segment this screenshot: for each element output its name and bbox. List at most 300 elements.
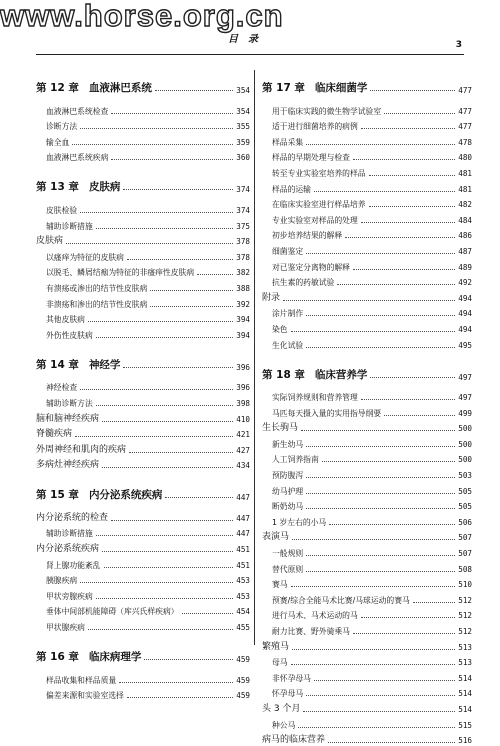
header-rule [36,54,464,55]
toc-chapter-heading[interactable] [262,69,472,95]
toc-entry[interactable] [36,602,250,618]
entry-page: 374 [236,205,250,215]
toc-entry[interactable] [36,310,250,326]
entry-title: 辅助诊断措施 [46,529,93,539]
toc-entry[interactable] [262,684,472,700]
entry-title: 专业实验室对样品的处理 [272,215,358,225]
toc-entry[interactable] [262,241,472,257]
dot-leader [80,128,233,129]
toc-entry[interactable] [262,148,472,164]
entry-title: 附录 [262,292,281,303]
watermark: www.horse.org.cn [0,0,284,33]
entry-title: 辅助诊断措施 [46,221,93,231]
entry-page: 487 [458,246,472,256]
entry-page: 477 [458,122,472,132]
entry-page: 499 [458,408,472,418]
entry-page: 514 [458,704,472,714]
entry-title: 一般规则 [272,549,304,559]
entry-page: 500 [458,455,472,465]
entry-page: 354 [236,106,250,116]
entry-page: 494 [458,324,472,334]
dot-leader [353,159,455,160]
dot-leader [127,259,233,260]
toc-entry[interactable] [262,226,472,242]
toc-chapter-heading[interactable] [36,476,250,502]
entry-title: 辅助诊断方法 [46,398,93,408]
dot-leader [329,524,455,525]
chapter-title: 内分泌系统疾病 [88,489,163,502]
toc-entry[interactable] [36,132,250,148]
chapter-page: 374 [236,185,250,195]
dot-leader [292,649,455,650]
dot-leader [150,290,233,291]
dot-leader [306,347,455,348]
entry-title: 表演马 [262,532,290,543]
dot-leader [369,206,456,207]
toc-entry[interactable] [36,117,250,133]
dot-leader [370,90,455,91]
entry-title: 初步培养结果的解释 [272,231,343,241]
entry-title: 在临床实验室进行样品培养 [272,200,366,210]
dot-leader [123,189,233,190]
dot-leader [306,508,455,509]
entry-page: 396 [236,383,250,393]
entry-title: 预赛/综合全能马术比赛/马球运动的赛马 [272,595,410,605]
dot-leader [102,421,233,422]
toc-entry[interactable] [36,278,250,294]
toc-entry[interactable] [262,653,472,669]
entry-title: 幼马护理 [272,486,304,496]
toc-entry[interactable] [262,668,472,684]
toc-entry[interactable] [36,101,250,117]
entry-page: 495 [458,340,472,350]
entry-title: 以瘙痒为特征的皮肤病 [46,252,124,262]
entry-page: 410 [236,414,250,424]
dot-leader [123,367,233,368]
entry-page: 512 [458,627,472,636]
entry-page: 478 [458,137,472,147]
dot-leader [314,680,455,681]
entry-page: 514 [458,673,472,683]
entry-title: 外伤性皮肤病 [46,330,93,340]
dot-leader [361,222,456,223]
toc-entry[interactable] [262,101,472,117]
entry-page: 484 [458,215,472,225]
dot-leader [361,617,456,618]
entry-page: 434 [236,461,250,471]
dot-leader [72,144,233,145]
dot-leader [96,228,234,229]
chapter-number: 第 12 章 [36,82,79,94]
toc-entry[interactable] [262,163,472,179]
entry-title: 抗生素的药敏试验 [272,278,335,288]
entry-page: 447 [236,513,250,523]
dot-leader [306,315,455,316]
entry-title: 生化试验 [272,340,304,350]
chapter-page: 354 [236,86,250,95]
entry-page: 481 [458,168,472,178]
toc-entry[interactable] [36,617,250,633]
chapter-number: 第 15 章 [36,489,79,502]
entry-page: 359 [236,137,250,147]
toc-chapter-heading[interactable] [36,69,250,95]
entry-title: 怀孕母马 [272,689,304,699]
toc-entry[interactable] [36,232,250,248]
entry-page: 382 [236,268,250,278]
entry-title: 输全血 [46,137,70,147]
chapter-page: 396 [236,362,250,372]
toc-entry[interactable] [262,117,472,133]
toc-entry[interactable] [36,200,250,216]
dot-leader [292,539,455,540]
dot-leader [197,274,233,275]
toc-entry[interactable] [36,456,250,472]
entry-page: 394 [236,315,250,325]
toc-entry[interactable] [262,590,472,606]
toc-chapter-heading[interactable] [36,168,250,194]
chapter-title: 临床营养学 [314,368,368,381]
chapter-page: 497 [458,372,472,382]
entry-title: 转至专业实验室培养的样品 [272,168,366,178]
chapter-title: 皮肤病 [88,181,121,194]
entry-page: 505 [458,486,472,496]
toc-entry[interactable] [262,419,472,435]
entry-title: 细菌鉴定 [272,246,304,256]
toc-entry[interactable] [262,132,472,148]
toc-entry[interactable] [262,210,472,226]
entry-title: 偏差来源和实验室选择 [46,691,124,701]
toc-entry[interactable] [262,195,472,211]
dot-leader [345,237,455,238]
dot-leader [96,535,234,536]
chapter-title: 血液淋巴系统 [88,82,152,94]
entry-title: 母马 [272,658,288,668]
entry-title: 诊断方法 [46,122,78,132]
toc-entry[interactable] [262,543,472,559]
toc-entry[interactable] [36,247,250,263]
entry-page: 454 [236,607,250,617]
entry-page: 378 [236,252,250,262]
dot-leader [75,436,233,437]
toc-entry[interactable] [36,508,250,524]
entry-page: 388 [236,283,250,293]
entry-page: 378 [236,237,250,247]
dot-leader [111,520,233,521]
entry-title: 非溃疡和渗出的结节性皮肤病 [46,299,148,309]
toc-entry[interactable] [262,257,472,273]
entry-page: 453 [236,591,250,601]
toc-entry[interactable] [36,686,250,702]
entry-page: 507 [458,533,472,543]
entry-page: 398 [236,398,250,408]
dot-leader [127,697,233,698]
toc-entry[interactable] [36,586,250,602]
dot-leader [303,711,455,712]
toc-entry[interactable] [36,670,250,686]
dot-leader [96,405,234,406]
entry-title: 神经检查 [46,383,78,393]
toc-entry[interactable] [36,425,250,441]
dot-leader [306,571,455,572]
entry-page: 508 [458,564,472,574]
toc-entry[interactable] [262,273,472,289]
entry-title: 样品收集和样品质量 [46,675,117,685]
toc-entry[interactable] [262,637,472,653]
entry-page: 516 [458,736,472,746]
toc-entry[interactable] [36,148,250,164]
entry-title: 进行马术、马术运动的马 [272,611,358,621]
dot-leader [353,269,455,270]
toc-entry[interactable] [262,335,472,351]
entry-page: 513 [458,658,472,668]
entry-page: 355 [236,122,250,132]
toc-entry[interactable] [262,715,472,731]
entry-title: 脑和脑神经疾病 [36,413,100,424]
toc-entry[interactable] [36,393,250,409]
entry-page: 375 [236,221,250,231]
toc-entry[interactable] [36,378,250,394]
entry-title: 马匹每天摄入量的实用指导纲要 [272,408,382,418]
toc-entry[interactable] [262,179,472,195]
entry-page: 506 [458,517,472,527]
entry-page: 481 [458,184,472,194]
toc-entry[interactable] [262,288,472,304]
entry-page: 515 [458,720,472,730]
dot-leader [283,300,455,301]
toc-left-column [36,64,250,701]
dot-leader [96,337,234,338]
dot-leader [353,633,455,634]
toc-entry[interactable] [262,528,472,544]
entry-page: 482 [458,200,472,210]
entry-page: 503 [458,471,472,481]
entry-title: 胰腺疾病 [46,576,78,586]
entry-page: 512 [458,611,472,621]
entry-page: 510 [458,580,472,590]
entry-page: 427 [236,445,250,455]
entry-page: 514 [458,689,472,699]
dot-leader [182,613,234,614]
dot-leader [104,567,234,568]
entry-page: 459 [236,691,250,701]
toc-chapter-heading[interactable] [262,356,472,382]
entry-page: 500 [458,424,472,434]
toc-entry[interactable] [36,440,250,456]
toc-entry[interactable] [262,304,472,320]
chapter-number: 第 18 章 [262,368,305,381]
entry-page: 512 [458,595,472,605]
entry-page: 453 [236,576,250,586]
dot-leader [361,128,456,129]
toc-entry[interactable] [262,465,472,481]
entry-page: 480 [458,153,472,163]
toc-entry[interactable] [36,216,250,232]
toc-entry[interactable] [36,409,250,425]
toc-entry[interactable] [36,294,250,310]
chapter-page: 459 [236,655,250,665]
entry-title: 血液淋巴系统疾病 [46,153,109,163]
dot-leader [80,582,233,583]
entry-page: 494 [458,293,472,303]
dot-leader [88,629,233,630]
entry-title: 多病灶神经疾病 [36,460,100,471]
entry-title: 人工饲养指南 [272,455,319,465]
toc-entry[interactable] [36,555,250,571]
entry-title: 甲状旁腺疾病 [46,591,93,601]
dot-leader [306,695,455,696]
toc-chapter-heading[interactable] [36,638,250,664]
entry-title: 头 3 个月 [262,703,301,714]
entry-title: 新生幼马 [272,439,304,449]
dot-leader [102,467,233,468]
toc-entry[interactable] [36,263,250,279]
chapter-title: 临床细菌学 [314,82,368,94]
entry-page: 455 [236,623,250,633]
toc-entry[interactable] [262,403,472,419]
toc-entry[interactable] [262,606,472,622]
toc-entry[interactable] [262,497,472,513]
dot-leader [361,399,456,400]
toc-chapter-heading[interactable] [36,346,250,372]
entry-title: 1 岁左右的小马 [272,517,327,527]
toc-entry[interactable] [262,481,472,497]
dot-leader [129,452,233,453]
chapter-number: 第 16 章 [36,651,79,664]
toc-entry[interactable] [262,434,472,450]
entry-page: 459 [236,675,250,685]
column-divider [254,70,255,645]
entry-page: 500 [458,439,472,449]
entry-title: 其他皮肤病 [46,315,85,325]
entry-page: 451 [236,545,250,555]
entry-title: 断奶幼马 [272,502,304,512]
dot-leader [291,331,456,332]
dot-leader [80,212,233,213]
entry-title: 耐力比赛、野外骑乘马 [272,627,350,636]
dot-leader [306,493,455,494]
toc-entry[interactable] [36,325,250,341]
entry-page: 477 [458,106,472,116]
entry-title: 染色 [272,324,288,334]
entry-title: 涂片制作 [272,309,304,319]
dot-leader [370,377,455,378]
dot-leader [102,551,233,552]
chapter-number: 第 13 章 [36,181,79,194]
toc-entry[interactable] [262,450,472,466]
entry-title: 预防腹泻 [272,471,304,481]
toc-entry[interactable] [36,571,250,587]
dot-leader [306,446,455,447]
page-number: 3 [455,40,462,50]
entry-title: 肾上腺功能紊乱 [46,560,101,570]
dot-leader [369,175,456,176]
chapter-number: 第 17 章 [262,82,305,94]
toc-entry[interactable] [262,731,472,746]
dot-leader [291,586,456,587]
entry-page: 497 [458,393,472,403]
entry-page: 394 [236,330,250,340]
toc-entry[interactable] [262,512,472,528]
entry-title: 繁殖马 [262,641,290,652]
entry-title: 外周神经和肌肉的疾病 [36,444,127,455]
entry-title: 皮肤病 [36,236,64,247]
dot-leader [298,727,455,728]
toc-entry[interactable] [36,524,250,540]
entry-page: 489 [458,262,472,272]
dot-leader [165,497,233,498]
dot-leader [80,389,233,390]
dot-leader [88,321,233,322]
dot-leader [291,664,456,665]
entry-title: 垂体中间部机能障碍（库兴氏样疾病） [46,607,179,617]
entry-page: 360 [236,153,250,163]
entry-title: 样品采集 [272,137,304,147]
entry-title: 实际饲养规则和营养管理 [272,393,358,403]
dot-leader [328,742,455,743]
chapter-number: 第 14 章 [36,358,79,371]
dot-leader [384,415,455,416]
dot-leader [96,598,234,599]
entry-title: 替代原则 [272,564,304,574]
dot-leader [314,191,455,192]
chapter-title: 临床病理学 [88,651,142,664]
entry-title: 脊髓疾病 [36,429,73,440]
dot-leader [306,253,455,254]
entry-page: 447 [236,529,250,539]
dot-leader [111,113,233,114]
entry-title: 皮肤检验 [46,205,78,215]
toc-entry[interactable] [262,388,472,404]
dot-leader [306,144,455,145]
entry-title: 样品的运输 [272,184,311,194]
dot-leader [322,461,456,462]
entry-page: 507 [458,549,472,559]
dot-leader [66,243,233,244]
entry-title: 血液淋巴系统检查 [46,106,109,116]
entry-title: 赛马 [272,580,288,590]
chapter-page: 447 [236,493,250,503]
toc-entry[interactable] [262,559,472,575]
toc-entry[interactable] [262,319,472,335]
entry-title: 生长驹马 [262,423,299,434]
toc-entry[interactable] [262,621,472,637]
dot-leader [384,113,455,114]
dot-leader [150,306,233,307]
dot-leader [306,555,455,556]
dot-leader [301,430,455,431]
dot-leader [111,159,233,160]
entry-page: 421 [236,430,250,440]
entry-page: 486 [458,231,472,241]
dot-leader [155,90,233,91]
entry-title: 甲状腺疾病 [46,623,85,633]
dot-leader [337,284,455,285]
entry-page: 492 [458,278,472,288]
dot-leader [413,602,455,603]
entry-title: 内分泌系统疾病 [36,544,100,555]
entry-page: 494 [458,309,472,319]
toc-entry[interactable] [36,539,250,555]
entry-page: 392 [236,299,250,309]
entry-title: 对已鉴定分离物的解释 [272,262,350,272]
entry-title: 用于临床实践的微生物学试验室 [272,106,382,116]
entry-title: 适于进行细菌培养的病例 [272,122,358,132]
entry-title: 以脱毛、鳞屑结痂为特征的非瘙痒性皮肤病 [46,268,195,278]
toc-right-column [262,64,472,746]
entry-page: 505 [458,502,472,512]
dot-leader [306,477,455,478]
toc-entry[interactable] [262,575,472,591]
